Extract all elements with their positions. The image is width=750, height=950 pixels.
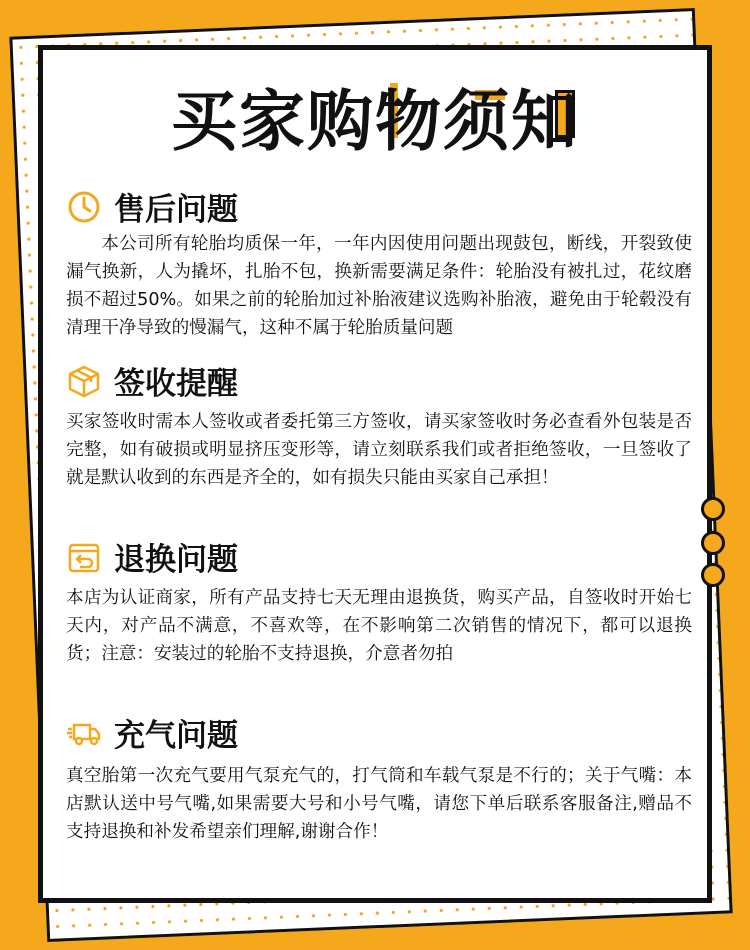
- section-heading: 退换问题: [114, 542, 238, 578]
- section-body: 本店为认证商家，所有产品支持七天无理由退换货，购买产品，自签收时开始七天内，对产品不满意，不喜欢等，在不影响第二次销售的情况下，都可以退换货；注意：安装过的轮胎不支持退换，介意者勿拍: [66, 588, 692, 664]
- delivery-truck-icon: [66, 715, 102, 751]
- section-body: 买家签收时需本人签收或者委托第三方签收，请买家签收时务必查看外包装是否完整，如有破损或明显挤压变形等，请立刻联系我们或者拒绝签收，一旦签收了就是默认收到的东西是齐全的，如有损失只能由买家自己承担！: [66, 412, 692, 488]
- page-title: 买家购物须知: [171, 83, 579, 160]
- section-heading: 售后问题: [114, 192, 238, 228]
- clock-icon: [66, 189, 102, 225]
- binder-ring: [701, 531, 725, 555]
- section-receipt: [66, 358, 238, 403]
- section-heading: 充气问题: [114, 718, 238, 754]
- section-heading: 签收提醒: [114, 366, 238, 402]
- package-box-icon: [66, 363, 102, 399]
- section-returns: [66, 534, 238, 579]
- section-after-sales: [66, 184, 238, 229]
- section-body: 本公司所有轮胎均质保一年，一年内因使用问题出现鼓包，断线，开裂致使漏气换新，人为撬坏，扎胎不包，换新需要满足条件：轮胎没有被扎过，花纹磨损不超过50%。如果之前的轮胎加过补胎液建议选购补胎液，避免由于轮毂没有清理干净导致的慢漏气，这种不属于轮胎质量问题: [66, 234, 692, 338]
- binder-ring: [701, 497, 725, 521]
- binder-ring: [701, 563, 725, 587]
- return-arrow-icon: [66, 539, 102, 575]
- section-body: 真空胎第一次充气要用气泵充气的，打气筒和车载气泵是不行的；关于气嘴：本店默认送中号气嘴,如果需要大号和小号气嘴，请您下单后联系客服备注,赠品不支持退换和补发希望亲们理解,谢谢合作！: [66, 766, 692, 842]
- section-inflation: [66, 710, 238, 755]
